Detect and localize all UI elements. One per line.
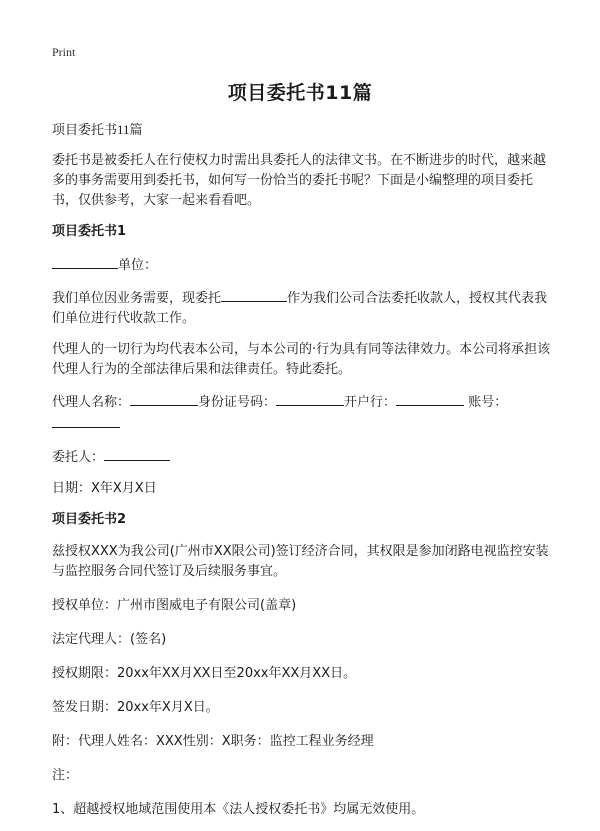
section1-para1-part-a: 我们单位因业务需要，现委托	[52, 291, 222, 306]
unit-line	[52, 254, 552, 276]
authorizing-unit: 授权单位：广州市图威电子有限公司(盖章)	[52, 598, 297, 613]
unit-blank	[52, 254, 118, 269]
intro-paragraph: 委托书是被委托人在行使权力时需出具委托人的法律文书。在不断进步的时代，越来越多的事务需要用到委托书，如何写一份恰当的委托书呢？下面是小编整理的项目委托书，仅供参考，大家一起来看看吧。	[52, 153, 547, 208]
account-label: 账号：	[468, 395, 508, 410]
account-blank	[52, 413, 120, 428]
principal-blank	[104, 446, 170, 461]
section-heading-2: 项目委托书2	[52, 512, 127, 527]
attachment-line: 附：代理人姓名：XXX性别：X职务：监控工程业务经理	[52, 734, 374, 749]
section1-date: 日期：X年X月X日	[52, 481, 157, 496]
principal-label: 委托人：	[52, 450, 105, 465]
section1-paragraph-1	[52, 287, 552, 329]
section-heading-1: 项目委托书1	[52, 224, 127, 239]
document-subtitle: 项目委托书11篇	[52, 122, 143, 137]
unit-label: 单位：	[118, 258, 158, 273]
issue-date: 签发日期：20xx年X月X日。	[52, 700, 219, 715]
principal-line	[52, 446, 552, 468]
id-number-blank	[276, 391, 344, 406]
authorization-period: 授权期限：20xx年XX月XX日至20xx年XX月XX日。	[52, 666, 357, 681]
note-item-1: 1、超越授权地域范围使用本《法人授权委托书》均属无效使用。	[52, 802, 425, 817]
note-label: 注：	[52, 768, 79, 783]
document-body	[52, 120, 552, 831]
bank-label: 开户行：	[344, 395, 397, 410]
bank-blank	[396, 391, 464, 406]
agent-name-label: 代理人名称：	[52, 395, 131, 410]
id-number-label: 身份证号码：	[198, 395, 277, 410]
agent-name-blank	[130, 391, 198, 406]
legal-representative: 法定代理人：(签名)	[52, 632, 167, 647]
agent-info-line	[52, 391, 552, 435]
print-label: Print	[52, 45, 76, 59]
section2-paragraph-1: 兹授权XXX为我公司(广州市XX限公司)签订经济合同，其权限是参加闭路电视监控安装与监控服务合同代签订及后续服务事宜。	[52, 544, 549, 579]
section1-para1-part-b: 作为我们公司合法委托收款人，授权其代表我们单位进行代收款工作。	[52, 291, 548, 326]
page-title: 项目委托书11篇	[227, 82, 373, 104]
agent-blank	[221, 287, 287, 302]
section1-paragraph-2: 代理人的一切行为均代表本公司，与本公司的·行为具有同等法律效力。本公司将承担该代理人行为的全部法律后果和法律责任。特此委托。	[52, 342, 551, 377]
